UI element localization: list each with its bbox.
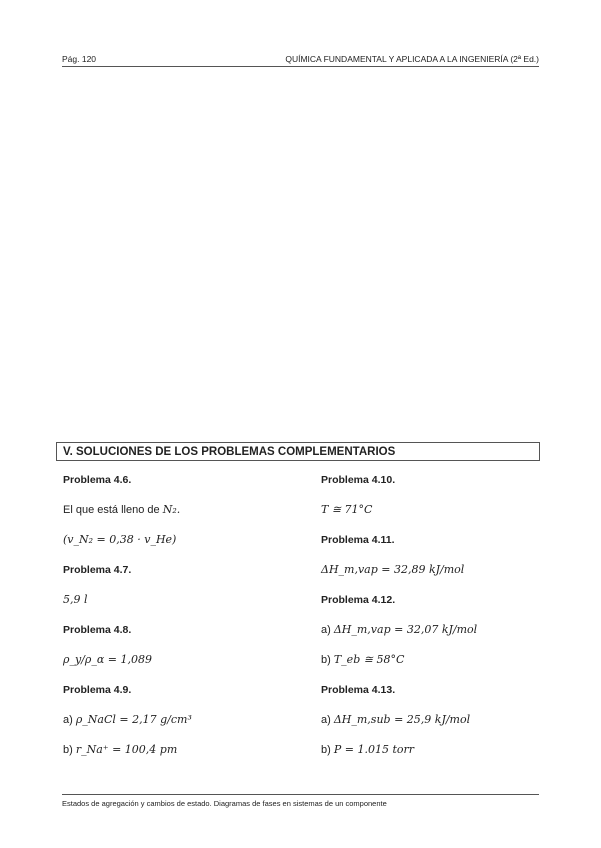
problem-4-9-a-label: a) xyxy=(63,714,76,726)
problem-4-9-b-label: b) xyxy=(63,744,76,756)
problem-4-6-formula: N₂. xyxy=(162,503,181,516)
problem-4-12-a-row xyxy=(321,620,551,650)
problem-4-9-b-answer: r_Na⁺ = 100,4 pm xyxy=(75,743,178,756)
problem-4-6-ratio-row xyxy=(63,530,293,560)
problem-4-8-heading: Problema 4.8. xyxy=(63,624,132,636)
problem-4-13-b-label: b) xyxy=(321,744,334,756)
problem-4-12-heading: Problema 4.12. xyxy=(321,594,396,606)
problem-4-6-text: El que está lleno de xyxy=(63,504,163,516)
page-footer xyxy=(62,794,539,808)
problem-4-9-heading: Problema 4.9. xyxy=(63,684,132,696)
problem-4-12-a-answer: ΔH_m,vap = 32,07 kJ/mol xyxy=(333,623,478,636)
problem-4-6-answer xyxy=(63,500,293,530)
footer-text: Estados de agregación y cambios de estado. Diagramas de fases en sistemas de un componente xyxy=(62,799,387,808)
problem-4-11-answer: ΔH_m,vap = 32,89 kJ/mol xyxy=(321,563,465,576)
problem-4-13-a-label: a) xyxy=(321,714,334,726)
problem-4-8-answer-row xyxy=(63,650,293,680)
problem-4-11-heading: Problema 4.11. xyxy=(321,534,395,546)
problem-4-9-a-answer: ρ_NaCl = 2,17 g/cm³ xyxy=(75,713,192,726)
section-title: V. SOLUCIONES DE LOS PROBLEMAS COMPLEMENTARIOS xyxy=(63,446,396,458)
problem-4-6-ratio: (v_N₂ = 0,38 · v_He) xyxy=(63,533,177,546)
problem-4-10-answer: T ≅ 71°C xyxy=(321,503,373,516)
problem-4-12-b-answer: T_eb ≅ 58°C xyxy=(333,653,405,666)
problem-4-10-answer-row xyxy=(321,500,551,530)
problem-4-7-answer-row xyxy=(63,590,293,620)
right-solutions-column xyxy=(321,470,551,770)
problem-4-12-a-label: a) xyxy=(321,624,334,636)
problem-4-12-b-row xyxy=(321,650,551,680)
problem-4-13-b-answer: P = 1.015 torr xyxy=(333,743,415,756)
problem-4-13-a-answer: ΔH_m,sub = 25,9 kJ/mol xyxy=(333,713,471,726)
section-title-box xyxy=(56,442,540,461)
problem-4-10-heading: Problema 4.10. xyxy=(321,474,396,486)
left-solutions-column xyxy=(63,470,293,770)
page-number: Pág. 120 xyxy=(62,54,97,64)
problem-4-7-answer: 5,9 l xyxy=(63,593,88,606)
problem-4-11-answer-row xyxy=(321,560,551,590)
problem-4-8-answer: ρ_y/ρ_α = 1,089 xyxy=(63,653,152,666)
problem-4-9-b-row xyxy=(63,740,293,770)
problem-4-7-heading: Problema 4.7. xyxy=(63,564,132,576)
page-header xyxy=(62,50,539,67)
problem-4-6-heading: Problema 4.6. xyxy=(63,474,132,486)
problem-4-13-a-row xyxy=(321,710,551,740)
problem-4-9-a-row xyxy=(63,710,293,740)
book-title: QUÍMICA FUNDAMENTAL Y APLICADA A LA INGENIERÍA (2ª Ed.) xyxy=(285,54,539,64)
problem-4-13-heading: Problema 4.13. xyxy=(321,684,396,696)
problem-4-13-b-row xyxy=(321,740,551,770)
problem-4-12-b-label: b) xyxy=(321,654,334,666)
